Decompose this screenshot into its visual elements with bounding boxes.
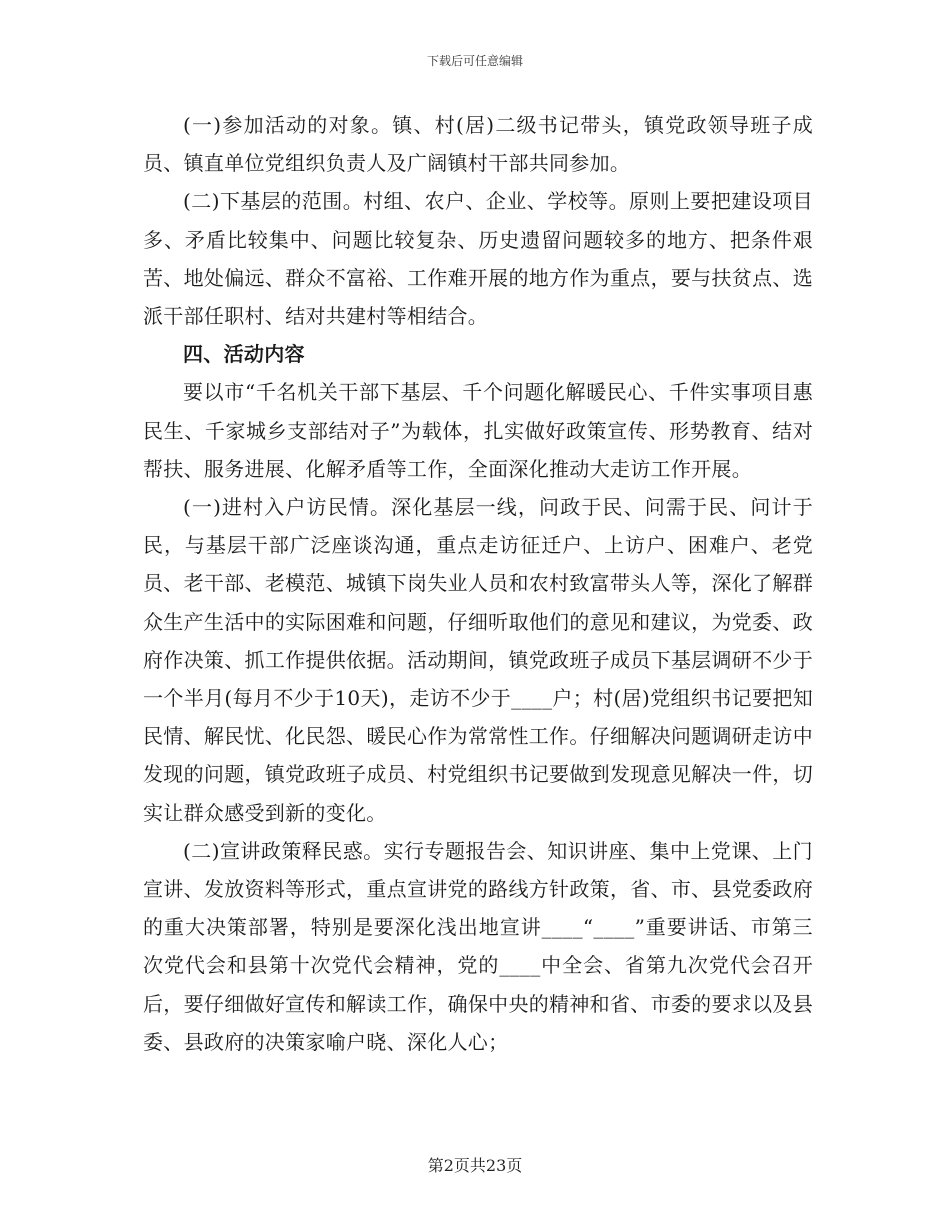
paragraph-activity-intro: 要以市“千名机关干部下基层、千个问题化解暖民心、千件实事项目惠民生、千家城乡支部结对子”为载体，扎实做好政策宣传、形势教育、结对帮扶、服务进展、化解矛盾等工作，全面深化推动大走访工作开展。 <box>143 380 813 481</box>
page-footer: 第2页共23页 <box>427 1156 523 1175</box>
paragraph-participants: (一)参加活动的对象。镇、村(居)二级书记带头，镇党政领导班子成员、镇直单位党组织负责人及广阔镇村干部共同参加。 <box>143 113 813 176</box>
document-body <box>143 106 813 1061</box>
page-header: 下载后可任意编辑 <box>426 54 523 68</box>
paragraph-scope: (二)下基层的范围。村组、农户、企业、学校等。原则上要把建设项目多、矛盾比较集中、问题比较复杂、历史遗留问题较多的地方、把条件艰苦、地处偏远、群众不富裕、工作难开展的地方作为重点，要与扶贫点、选派干部任职村、结对共建村等相结合。 <box>143 189 813 329</box>
paragraph-visit-households: (一)进村入户访民情。深化基层一线，问政于民、问需于民、问计于民，与基层干部广泛座谈沟通，重点走访征迁户、上访户、困难户、老党员、老干部、老模范、城镇下岗失业人员和农村致富带头人等，深化了解群众生产生活中的实际困难和问题，仔细听取他们的意见和建议，为党委、政府作决策、抓工作提供依据。活动期间，镇党政班子成员下基层调研不少于一个半月(每月不少于10天)，走访不少于____户；村(居)党组织书记要把知民情、解民忧、化民怨、暖民心作为常常性工作。仔细解决问题调研走访中发现的问题，镇党政班子成员、村党组织书记要做到发现意见解决一件，切实让群众感受到新的变化。 <box>143 495 813 825</box>
paragraph-policy-promotion: (二)宣讲政策释民惑。实行专题报告会、知识讲座、集中上党课、上门宣讲、发放资料等形式，重点宣讲党的路线方针政策，省、市、县党委政府的重大决策部署，特别是要深化浅出地宣讲____“____”重要讲话、市第三次党代会和县第十次党代会精神，党的____中全会、省第九次党代会召开后，要仔细做好宣传和解读工作，确保中央的精神和省、市委的要求以及县委、县政府的决策家喻户晓、深化人心； <box>143 838 813 1054</box>
section-heading-activity-content: 四、活动内容 <box>183 342 305 367</box>
